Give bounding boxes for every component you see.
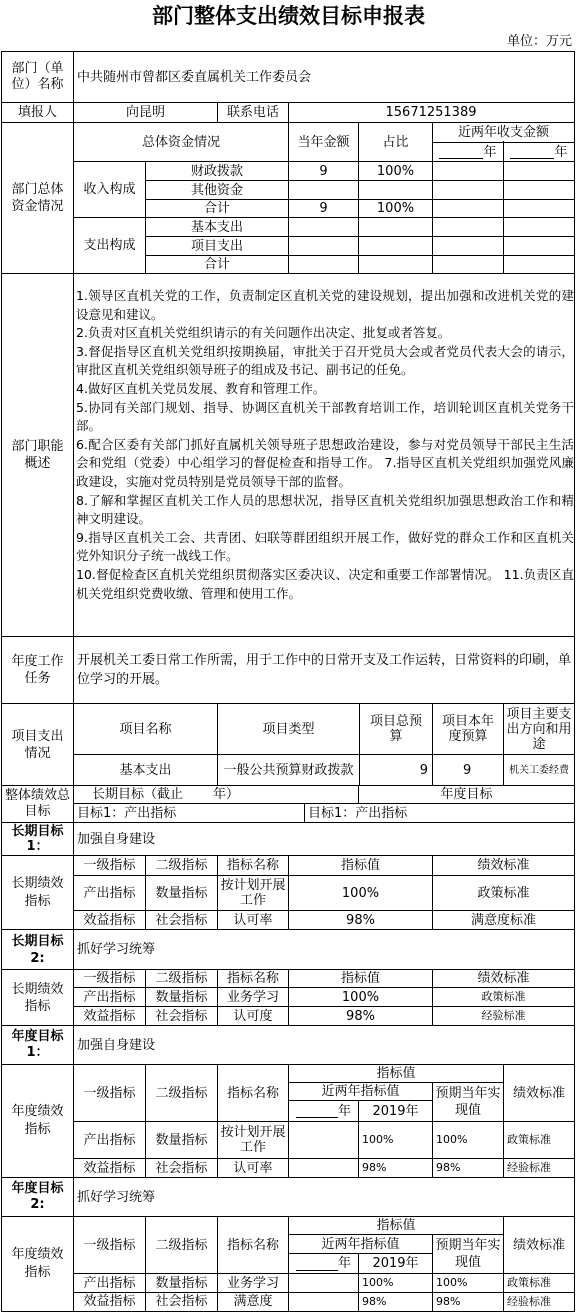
grid-line — [145, 255, 575, 256]
year-blank — [439, 145, 483, 159]
value-2019-cell: 98% — [362, 1161, 387, 1174]
value-2019-cell: 100% — [362, 1133, 394, 1146]
grid-line — [1, 51, 575, 52]
level2-cell: 社会指标 — [155, 912, 208, 928]
annual-goal-label: 年度目标1： — [11, 1029, 64, 1060]
indicator-name-header: 指标名称 — [226, 971, 279, 986]
grid-line — [217, 703, 218, 786]
income-row-ratio: 100% — [376, 163, 415, 179]
level1-header: 一级指标 — [83, 971, 136, 986]
indicator-value-header: 指标值 — [340, 971, 380, 986]
recent-indicator-header: 近两年指标值 — [321, 1236, 400, 1252]
reporter-name: 向昆明 — [125, 105, 165, 120]
grid-line — [73, 910, 575, 911]
grid-line — [288, 102, 289, 123]
duty-item: 3.督促指导区直机关党组织按期换届，审批关于召开党员大会或者党员代表大会的请示，审批区直机关党组织领导班子的组成及书记、副书记的任免。 — [76, 343, 574, 378]
grid-line — [432, 969, 433, 1026]
standard-header: 绩效标准 — [512, 1085, 565, 1101]
expected-header: 预期当年实现值 — [435, 1086, 501, 1118]
level2-cell: 社会指标 — [155, 1008, 208, 1024]
year-suffix: 年 — [554, 144, 568, 160]
grid-line — [359, 703, 360, 786]
funds-section-label: 部门总体资金情况 — [11, 182, 64, 214]
project-type-header: 项目类型 — [262, 721, 315, 737]
standard-cell: 政策标准 — [507, 1276, 551, 1289]
long-goal-content: 抓好学习统筹 — [77, 942, 156, 957]
projects-label: 项目支出情况 — [11, 728, 64, 761]
duty-item: 1.领导区直机关党的工作，负责制定区直机关党的建设规划，提出加强和改进机关党的建设意见和建议。 — [76, 288, 574, 322]
level1-header: 一级指标 — [83, 1237, 136, 1253]
income-row-name: 合计 — [203, 201, 230, 216]
project-purpose: 机关工委经费 — [509, 764, 569, 776]
reporter-label: 填报人 — [17, 105, 57, 120]
grid-line — [1, 822, 575, 823]
grid-line — [288, 122, 289, 274]
phone-value: 15671251389 — [385, 105, 477, 120]
duties-label: 部门职能概述 — [11, 439, 64, 471]
annual-goal-content: 加强自身建设 — [77, 1037, 156, 1053]
grid-line — [432, 142, 575, 143]
duty-item: 6.配合区委有关部门抓好直属机关领导班子思想政治建设，参与对党员领导干部民主生活会和党组（党委）中心组学习的督促检查和指导工作。 7.指导区直机关党组织加强党风廉政建设，实施对党员特别是党员领导干部的监督。 — [76, 436, 574, 489]
indicator-name-header: 指标名称 — [226, 858, 279, 873]
standard-header: 绩效标准 — [477, 858, 530, 873]
overall-goal-label: 整体绩效总目标 — [4, 788, 70, 819]
grid-line — [1, 636, 575, 637]
grid-line — [1, 703, 575, 704]
duty-item: 8.了解和掌握区直机关工作人员的思想状况，指导区直机关党组织加强思想政治工作和精神文明建设。 — [76, 492, 574, 527]
ratio-header: 占比 — [382, 134, 409, 150]
annual-goal-content: 抓好学习统筹 — [77, 1189, 156, 1205]
indicator-name-cell: 认可率 — [233, 912, 273, 928]
income-row-ratio: 100% — [376, 201, 415, 216]
grid-line — [73, 1292, 575, 1293]
duties-text — [76, 287, 574, 603]
project-total-header: 项目总预算 — [369, 714, 422, 744]
grid-line — [217, 855, 218, 930]
level1-cell: 产出指标 — [83, 989, 136, 1005]
long-indicator-label: 长期绩效指标 — [11, 875, 64, 909]
annual-goal-label: 年度目标2: — [11, 1181, 64, 1212]
value-2019-cell: 98% — [362, 1294, 387, 1308]
level2-header: 二级指标 — [155, 971, 208, 986]
grid-line — [503, 703, 504, 786]
income-row-amount: 9 — [319, 201, 328, 216]
income-row-amount: 9 — [319, 163, 328, 179]
level2-cell: 数量指标 — [155, 885, 208, 901]
grid-line — [1, 51, 2, 1312]
indicator-name-cell: 按计划开展工作 — [220, 1125, 286, 1155]
grid-line — [73, 1158, 575, 1159]
level2-header: 二级指标 — [155, 858, 208, 873]
indicator-value-header: 指标值 — [340, 858, 380, 873]
duty-item: 5.协同有关部门规划、指导、协调区直机关干部教育培训工作，培训轮训区直机关党务干部。 — [76, 399, 574, 434]
indicator-name-cell: 认可度 — [233, 1008, 273, 1024]
funds-total-header: 总体资金情况 — [141, 134, 220, 150]
grid-line — [145, 1216, 146, 1312]
duty-item: 9.指导区直机关工会、共青团、妇联等群团组织开展工作，做好党的群众工作和区直机关党外知识分子统一战线工作。 — [76, 529, 574, 564]
level2-header: 二级指标 — [155, 1237, 208, 1253]
year-blank — [510, 145, 554, 159]
grid-line — [145, 236, 575, 237]
grid-line — [432, 1082, 433, 1178]
indicator-value-cell: 100% — [341, 989, 380, 1005]
level2-header: 二级指标 — [155, 1085, 208, 1101]
indicator-name-header: 指标名称 — [226, 1237, 279, 1253]
indicator-value-header: 指标值 — [376, 1218, 416, 1233]
level1-cell: 效益指标 — [83, 1160, 136, 1176]
year-blank — [296, 1257, 338, 1271]
grid-line — [73, 161, 575, 162]
grid-line — [358, 122, 359, 274]
level2-cell: 社会指标 — [155, 1294, 208, 1309]
recent-header: 近两年收支金额 — [457, 125, 549, 140]
project-annual: 9 — [463, 762, 472, 778]
grid-line — [574, 51, 575, 1312]
grid-line — [217, 969, 218, 1026]
long-goal-content: 加强自身建设 — [77, 831, 156, 847]
annual-head: 年度目标 — [440, 787, 493, 802]
grid-line — [145, 199, 575, 200]
grid-line — [217, 1216, 218, 1312]
indicator-name-cell: 业务学习 — [226, 1275, 279, 1291]
standard-cell: 经验标准 — [507, 1294, 551, 1308]
expected-cell: 100% — [436, 1276, 468, 1289]
grid-line — [73, 754, 575, 755]
standard-cell: 政策标准 — [481, 990, 526, 1003]
level1-cell: 效益指标 — [83, 912, 136, 928]
duty-item: 4.做好区直机关党员发展、教育和管理工作。 — [76, 380, 326, 396]
standard-header: 绩效标准 — [512, 1237, 565, 1253]
grid-line — [73, 875, 575, 876]
year-suffix: 年 — [337, 1256, 351, 1271]
project-type: 一般公共预算财政拨款 — [223, 762, 354, 778]
project-name: 基本支出 — [119, 762, 172, 778]
grid-line — [217, 102, 218, 123]
annual-task-label: 年度工作任务 — [11, 654, 64, 686]
value-2019-cell: 100% — [362, 1276, 394, 1289]
expected-header: 预期当年实现值 — [435, 1238, 501, 1270]
grid-line — [73, 1006, 575, 1007]
year-2019-header: 2019年 — [372, 1103, 419, 1119]
year-suffix: 年 — [337, 1103, 351, 1119]
indicator-name-cell: 业务学习 — [226, 989, 279, 1005]
indicator-name-cell: 认可率 — [233, 1160, 273, 1176]
project-annual-header: 项目本年度预算 — [441, 714, 494, 744]
level1-cell: 产出指标 — [83, 1132, 136, 1148]
long-goal-1: 目标1：产出指标 — [77, 805, 177, 821]
expected-cell: 98% — [436, 1161, 461, 1174]
indicator-value-cell: 100% — [341, 885, 380, 901]
long-term-head: 长期目标（截止 年） — [92, 787, 240, 802]
grid-line — [432, 855, 433, 930]
grid-line — [1, 785, 575, 786]
grid-line — [73, 1121, 575, 1122]
duty-item: 10.督促检查区直机关党组织贯彻落实区委决议、决定和重要工作部署情况。 11.负责区直机关党组织党费收缴、管理和使用工作。 — [76, 566, 574, 601]
level1-header: 一级指标 — [83, 858, 136, 873]
grid-line — [73, 51, 74, 1312]
standard-cell: 经验标准 — [507, 1161, 551, 1174]
grid-line — [288, 1234, 504, 1235]
grid-line — [432, 703, 433, 786]
grid-line — [73, 987, 575, 988]
year-2019-header: 2019年 — [372, 1256, 419, 1271]
level2-cell: 社会指标 — [155, 1160, 208, 1176]
expected-cell: 98% — [436, 1294, 461, 1308]
standard-cell: 满意度标准 — [470, 912, 536, 928]
phone-label: 联系电话 — [226, 105, 279, 120]
grid-line — [288, 1216, 289, 1312]
grid-line — [432, 122, 433, 274]
level2-cell: 数量指标 — [155, 1275, 208, 1291]
duty-item: 2.负责对区直机关党组织请示的有关问题作出决定、批复或者答复。 — [76, 325, 451, 341]
grid-line — [73, 1273, 575, 1274]
grid-line — [145, 855, 146, 930]
grid-line — [288, 855, 289, 930]
dept-label: 部门（单位）名称 — [11, 61, 64, 92]
standard-cell: 政策标准 — [507, 1133, 551, 1146]
level1-cell: 效益指标 — [83, 1008, 136, 1024]
level2-cell: 数量指标 — [155, 1132, 208, 1148]
expected-cell: 100% — [436, 1133, 468, 1146]
expense-row-name: 合计 — [203, 257, 230, 272]
income-row-name: 财政拨款 — [190, 163, 243, 179]
level1-cell: 产出指标 — [83, 1275, 136, 1291]
amount-header: 当年金额 — [297, 134, 350, 150]
indicator-value-cell: 98% — [346, 1008, 375, 1024]
level1-cell: 效益指标 — [83, 1294, 136, 1309]
annual-indicator-label: 年度绩效指标 — [11, 1246, 64, 1280]
grid-line — [503, 1216, 504, 1312]
annual-goal-1: 目标1：产出指标 — [308, 805, 408, 821]
year-suffix: 年 — [483, 144, 497, 160]
level2-cell: 数量指标 — [155, 989, 208, 1005]
standard-cell: 政策标准 — [477, 885, 530, 901]
unit-label: 单位：万元 — [506, 33, 572, 49]
expense-label: 支出构成 — [83, 238, 136, 253]
annual-task-text: 开展机关工委日常工作所需，用于工作中的日常开支及工作运转，日常资料的印刷，单位学习的开展。 — [77, 653, 572, 687]
indicator-name-header: 指标名称 — [226, 1085, 279, 1101]
recent-indicator-header: 近两年指标值 — [321, 1084, 400, 1099]
page-title: 部门整体支出绩效目标申报表 — [152, 3, 425, 28]
grid-line — [304, 803, 305, 823]
standard-cell: 经验标准 — [481, 1009, 526, 1022]
project-total: 9 — [419, 762, 428, 778]
indicator-name-cell: 满意度 — [233, 1294, 273, 1309]
grid-line — [358, 1100, 359, 1178]
expense-row-name: 基本支出 — [190, 219, 243, 235]
project-purpose-header: 项目主要支出方向和用途 — [506, 706, 572, 752]
income-row-name: 其他资金 — [190, 182, 243, 198]
expense-row-name: 项目支出 — [190, 238, 243, 254]
long-goal-label: 长期目标1： — [11, 824, 64, 854]
indicator-value-cell: 98% — [346, 912, 375, 928]
long-indicator-label: 长期绩效指标 — [11, 981, 64, 1014]
grid-line — [288, 1082, 504, 1083]
year-blank — [296, 1104, 338, 1118]
grid-line — [145, 180, 575, 181]
level1-cell: 产出指标 — [83, 885, 136, 901]
grid-line — [288, 1253, 433, 1254]
grid-line — [73, 217, 575, 218]
grid-line — [358, 785, 359, 804]
income-label: 收入构成 — [83, 182, 136, 197]
grid-line — [288, 1100, 433, 1101]
standard-header: 绩效标准 — [477, 971, 530, 986]
grid-line — [358, 1253, 359, 1312]
grid-line — [288, 969, 289, 1026]
indicator-name-cell: 按计划开展工作 — [220, 878, 286, 908]
project-name-header: 项目名称 — [119, 721, 172, 737]
annual-indicator-label: 年度绩效指标 — [11, 1104, 64, 1137]
dept-name: 中共随州市曾都区委直属机关工作委员会 — [77, 69, 312, 85]
indicator-value-header: 指标值 — [376, 1066, 416, 1081]
level1-header: 一级指标 — [83, 1085, 136, 1101]
grid-line — [73, 803, 575, 804]
grid-line — [145, 969, 146, 1026]
long-goal-label: 长期目标2: — [11, 933, 64, 966]
